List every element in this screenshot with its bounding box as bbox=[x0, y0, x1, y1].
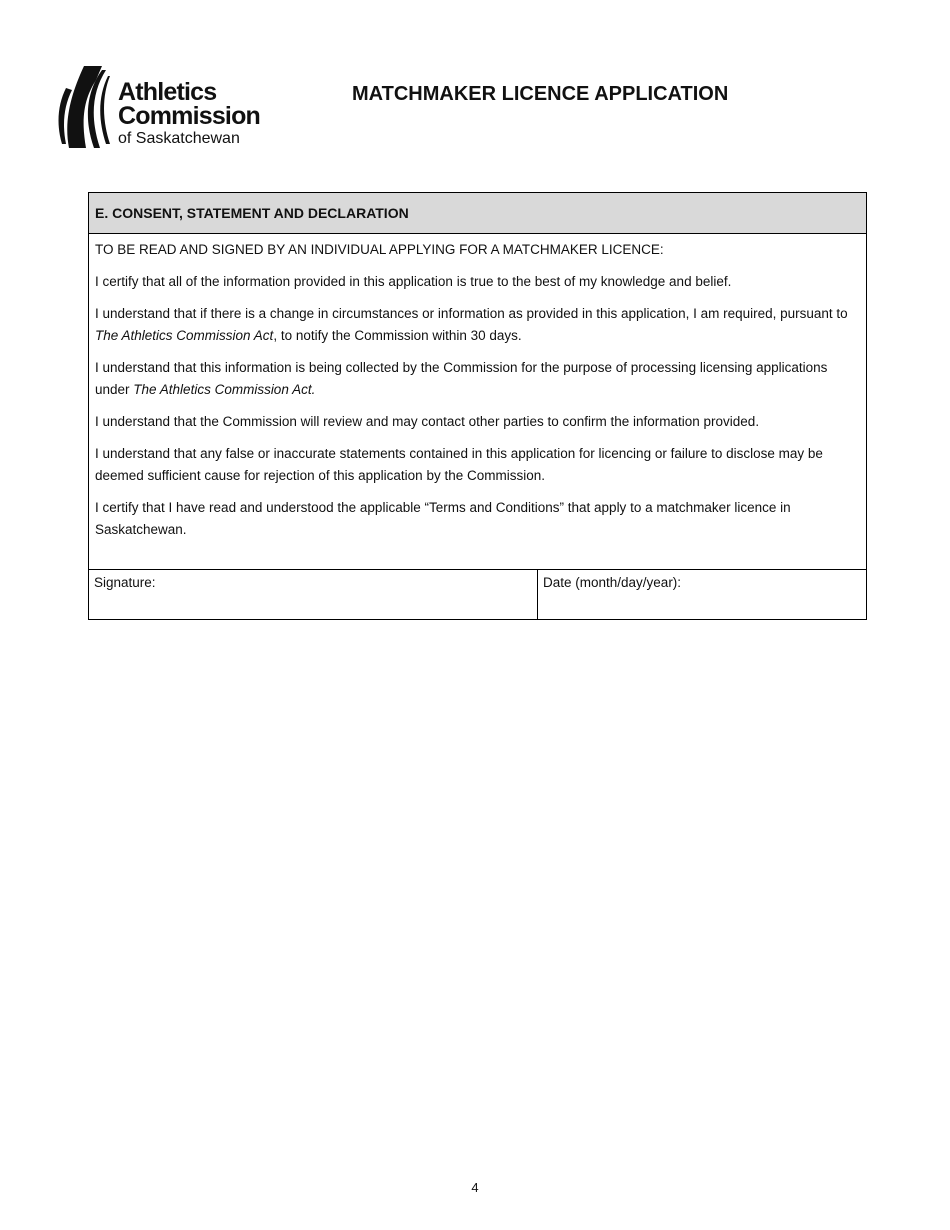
declaration-intro: TO BE READ AND SIGNED BY AN INDIVIDUAL APPLYING FOR A MATCHMAKER LICENCE: bbox=[95, 242, 664, 257]
declaration-paragraph-6: I certify that I have read and understood the applicable “Terms and Conditions” that apply to a matchmaker licence in Saskatchewan. bbox=[95, 500, 791, 537]
declaration-paragraph-4: I understand that the Commission will review and may contact other parties to confirm the information provided. bbox=[95, 414, 760, 429]
logo-text-saskatchewan: of Saskatchewan bbox=[118, 130, 240, 147]
signature-label: Signature: bbox=[94, 575, 156, 590]
signature-field[interactable] bbox=[89, 570, 538, 619]
commission-logo bbox=[56, 62, 266, 152]
page-title: MATCHMAKER LICENCE APPLICATION bbox=[352, 83, 729, 105]
declaration-paragraph-1: I certify that all of the information provided in this application is true to the best of my knowledge and belief. bbox=[95, 274, 732, 289]
logo-text-athletics: Athletics bbox=[118, 78, 217, 106]
signature-row bbox=[89, 569, 866, 619]
date-field[interactable] bbox=[538, 570, 866, 619]
declaration-text bbox=[89, 234, 866, 569]
act-name: The Athletics Commission Act bbox=[95, 328, 274, 343]
section-heading: E. CONSENT, STATEMENT AND DECLARATION bbox=[89, 193, 866, 234]
declaration-paragraph-5: I understand that any false or inaccurate statements contained in this application for licencing or failure to disclose may be deemed sufficient cause for rejection of this application by the Commission. bbox=[95, 446, 823, 483]
declaration-paragraph-3: I understand that this information is being collected by the Commission for the purpose of processing licensing applications under The Athletics Commission Act. bbox=[95, 360, 828, 397]
consent-section bbox=[88, 192, 867, 620]
declaration-paragraph-2: I understand that if there is a change in circumstances or information as provided in this application, I am required, pursuant to The Athletics Commission Act, to notify the Commission within 30 days. bbox=[95, 306, 848, 343]
date-label: Date (month/day/year): bbox=[543, 575, 682, 590]
logo-swoosh-icon bbox=[56, 62, 118, 152]
page-number: 4 bbox=[471, 1180, 479, 1195]
logo-text-commission: Commission bbox=[118, 102, 261, 130]
act-name: The Athletics Commission Act. bbox=[133, 382, 316, 397]
